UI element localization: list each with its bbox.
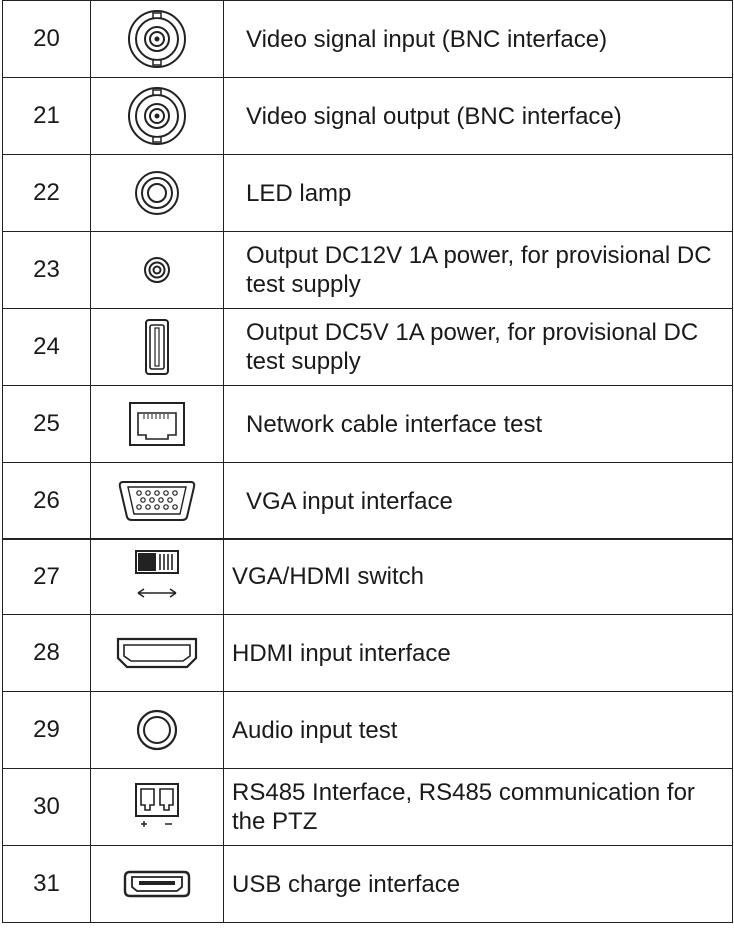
row-description: RS485 Interface, RS485 communication for the PTZ (232, 779, 695, 835)
row-description: LED lamp (246, 179, 352, 207)
row-number: 24 (3, 309, 91, 385)
row-number: 25 (3, 386, 91, 462)
row-number: 22 (3, 155, 91, 231)
row-description: HDMI input interface (232, 639, 451, 667)
row-number: 20 (3, 1, 91, 77)
row-description: USB charge interface (232, 870, 461, 898)
interface-table-lower (2, 538, 733, 923)
row-description: VGA/HDMI switch (232, 563, 425, 590)
micro-usb-icon (91, 846, 224, 922)
table-row (3, 232, 732, 309)
table-row (3, 309, 732, 386)
slide-switch-icon (91, 539, 224, 614)
row-description: Network cable interface test (246, 410, 543, 438)
interface-table-upper (2, 0, 733, 540)
rj45-port-icon (91, 386, 224, 462)
table-row (3, 538, 732, 615)
audio-jack-icon (91, 692, 224, 768)
vga-port-icon (91, 463, 224, 539)
led-lamp-icon (91, 155, 224, 231)
row-description: VGA input interface (246, 487, 453, 515)
table-row (3, 0, 732, 78)
table-row (3, 769, 732, 846)
row-description: Audio input test (232, 716, 398, 744)
row-number: 31 (3, 846, 91, 922)
bnc-connector-icon (91, 1, 224, 77)
bnc-connector-icon (91, 78, 224, 154)
hdmi-port-icon (91, 615, 224, 691)
row-description: Video signal input (BNC interface) (246, 25, 608, 53)
table-row (3, 386, 732, 463)
row-number: 27 (3, 539, 91, 614)
dc-jack-icon (91, 232, 224, 308)
table-row (3, 692, 732, 769)
usb-port-icon (91, 309, 224, 385)
table-row (3, 846, 732, 923)
row-number: 26 (3, 463, 91, 539)
row-number: 23 (3, 232, 91, 308)
table-row (3, 615, 732, 692)
table-row (3, 78, 732, 155)
row-number: 28 (3, 615, 91, 691)
row-description: Video signal output (BNC interface) (246, 102, 622, 130)
row-number: 30 (3, 769, 91, 845)
table-row (3, 155, 732, 232)
row-description: Output DC5V 1A power, for provisional DC test supply (246, 319, 699, 375)
table-row (3, 463, 732, 540)
row-number: 21 (3, 78, 91, 154)
row-number: 29 (3, 692, 91, 768)
rs485-terminal-icon (91, 769, 224, 845)
row-description: Output DC12V 1A power, for provisional DC test supply (246, 242, 712, 298)
